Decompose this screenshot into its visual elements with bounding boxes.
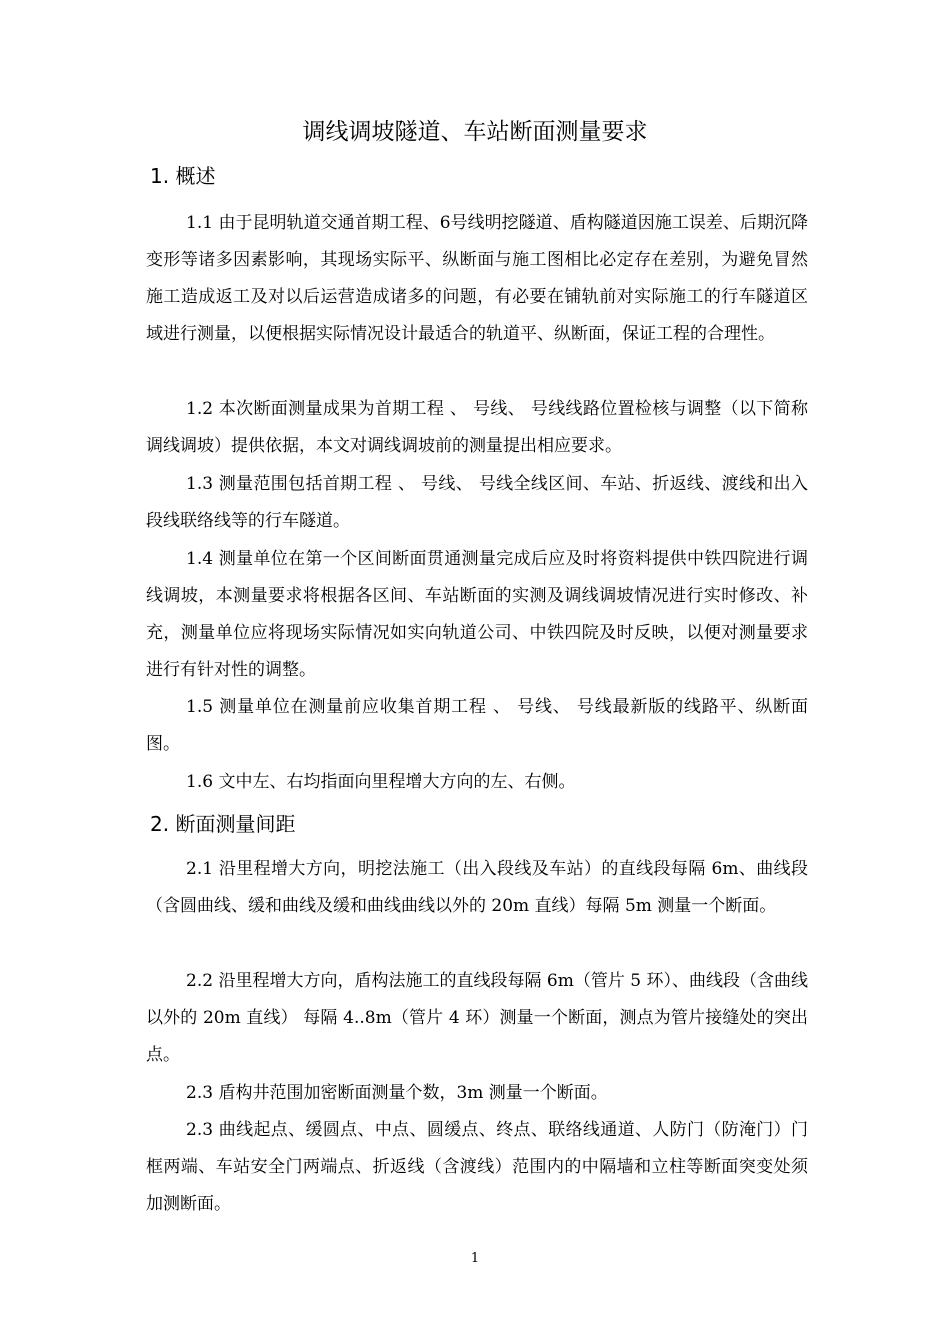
paragraph-1-3: 1.3 测量范围包括首期工程 、 号线、 号线全线区间、车站、折返线、渡线和出入段线联络线等的行车隧道。 bbox=[146, 474, 808, 531]
document-title: 调线调坡隧道、车站断面测量要求 bbox=[302, 119, 648, 145]
paragraph-1-5: 1.5 测量单位在测量前应收集首期工程 、 号线、 号线最新版的线路平、纵断面图。 bbox=[146, 697, 808, 754]
page-number: 1 bbox=[470, 1251, 480, 1266]
paragraph-2-3: 2.3 盾构井范围加密断面测量个数，3m 测量一个断面。 bbox=[186, 1083, 608, 1103]
section-heading-spacing: 2. 断面测量间距 bbox=[150, 812, 296, 836]
section-heading-overview: 1. 概述 bbox=[150, 164, 216, 188]
paragraph-2-1: 2.1 沿里程增大方向，明挖法施工（出入段线及车站）的直线段每隔 6m、曲线段（含圆曲线、缓和曲线及缓和曲线曲线以外的 20m 直线）每隔 5m 测量一个断面。 bbox=[146, 859, 808, 916]
paragraph-2-2: 2.2 沿里程增大方向，盾构法施工的直线段每隔 6m（管片 5 环）、曲线段（含曲线以外的 20m 直线） 每隔 4..8m（管片 4 环）测量一个断面，测点为管片接缝处的突出点。 bbox=[146, 971, 808, 1065]
paragraph-1-1: 1.1 由于昆明轨道交通首期工程、6号线明挖隧道、盾构隧道因施工误差、后期沉降变形等诸多因素影响，其现场实际平、纵断面与施工图相比必定存在差别，为避免冒然施工造成返工及对以后运营造成诸多的问题，有必要在铺轨前对实际施工的行车隧道区域进行测量，以便根据实际情况设计最适合的轨道平、纵断面，保证工程的合理性。 bbox=[146, 213, 808, 344]
paragraph-2-4: 2.3 曲线起点、缓圆点、中点、圆缓点、终点、联络线通道、人防门（防淹门）门框两端、车站安全门两端点、折返线（含渡线）范围内的中隔墙和立柱等断面突变处须加测断面。 bbox=[146, 1120, 808, 1214]
paragraph-1-6: 1.6 文中左、右均指面向里程增大方向的左、右侧。 bbox=[186, 772, 576, 792]
paragraph-1-4: 1.4 测量单位在第一个区间断面贯通测量完成后应及时将资料提供中铁四院进行调线调坡，本测量要求将根据各区间、车站断面的实测及调线调坡情况进行实时修改、补充，测量单位应将现场实际情况如实向轨道公司、中铁四院及时反映，以便对测量要求进行有针对性的调整。 bbox=[146, 549, 808, 680]
paragraph-1-2: 1.2 本次断面测量成果为首期工程 、 号线、 号线线路位置检核与调整（以下简称调线调坡）提供依据，本文对调线调坡前的测量提出相应要求。 bbox=[146, 399, 808, 456]
